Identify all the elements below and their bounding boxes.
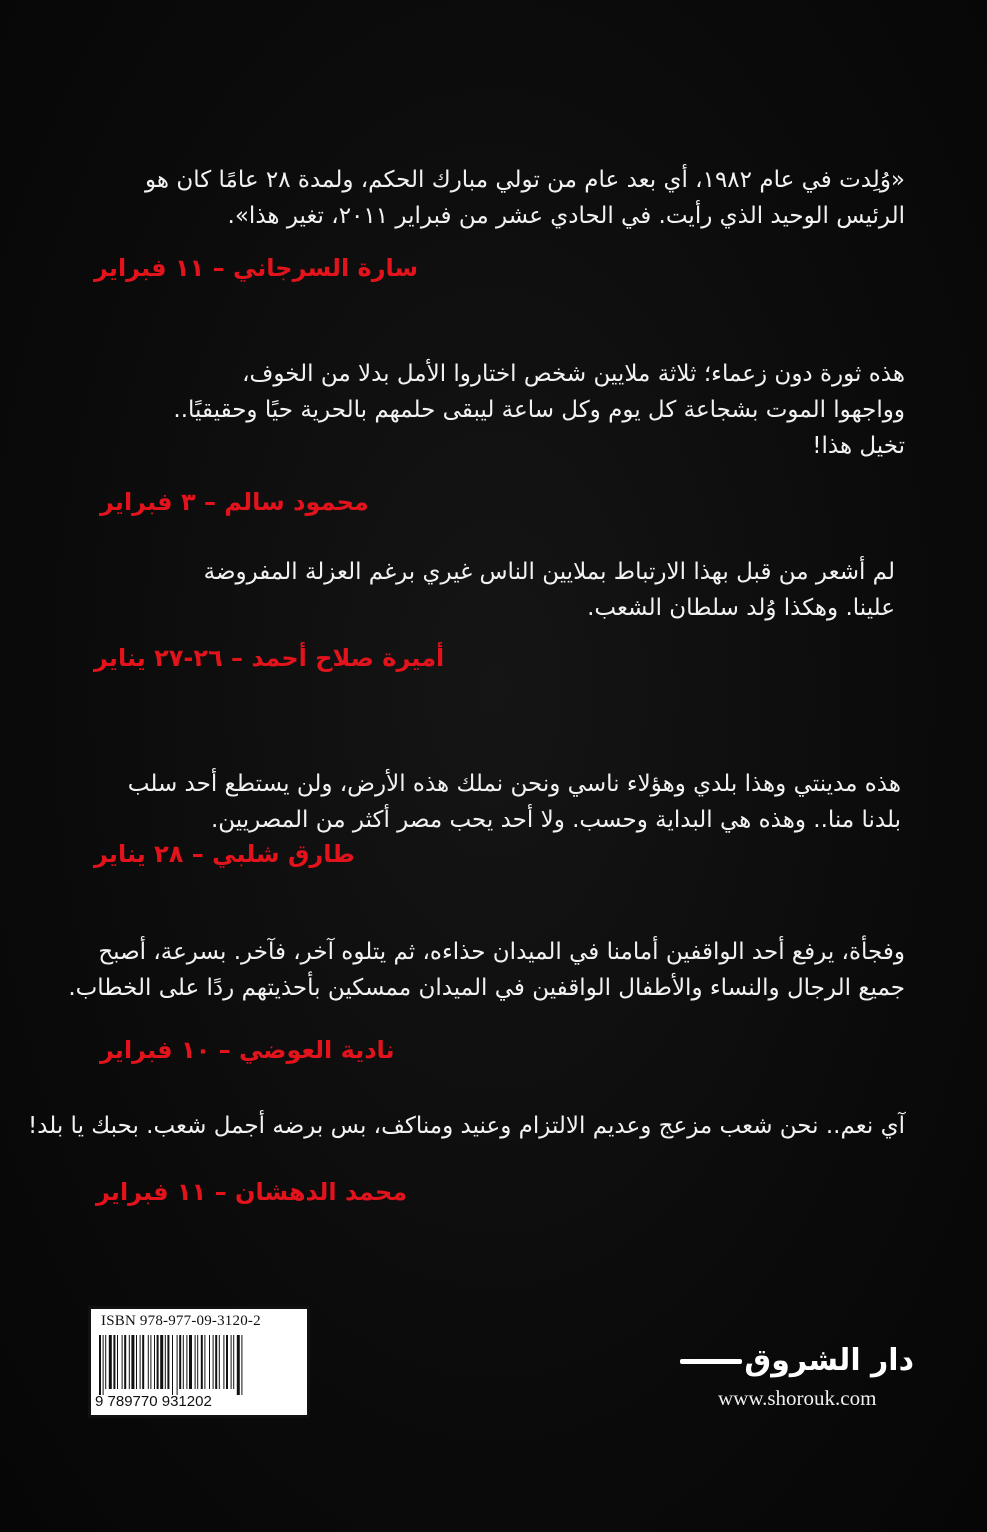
quote-3-line-1: لم أشعر من قبل بهذا الارتباط بملايين الناس غيري برغم العزلة المفروضة (203, 559, 895, 585)
barcode-icon (97, 1335, 303, 1395)
quote-2-line-3: تخيل هذا! (812, 433, 905, 459)
quote-6-line-1: آي نعم.. نحن شعب مزعج وعديم الالتزام وعنيد ومناكف، بس برضه أجمل شعب. بحبك يا بلد! (27, 1113, 905, 1139)
quote-2-author: محمود سالم – ٣ فبراير (100, 488, 369, 516)
publisher-name: دار الشروق (744, 1343, 914, 1378)
quote-5-author: نادية العوضي – ١٠ فبراير (100, 1036, 395, 1064)
isbn-label: ISBN 978-977-09-3120-2 (101, 1313, 261, 1329)
quote-2-line-2: وواجهوا الموت بشجاعة كل يوم وكل ساعة ليبقى حلمهم بالحرية حيًا وحقيقيًا.. (173, 397, 905, 423)
quote-1-line-1: «وُلِدت في عام ١٩٨٢، أي بعد عام من تولي مبارك الحكم، ولمدة ٢٨ عامًا كان هو (145, 167, 905, 193)
quote-2 (85, 356, 905, 464)
quote-3 (85, 554, 895, 626)
quote-2-line-1: هذه ثورة دون زعماء؛ ثلاثة ملايين شخص اختاروا الأمل بدلا من الخوف، (242, 361, 905, 387)
publisher-url: www.shorouk.com (718, 1386, 877, 1410)
isbn-barcode-box (88, 1306, 310, 1418)
quote-4-line-1: هذه مدينتي وهذا بلدي وهؤلاء ناسي ونحن نملك هذه الأرض، ولن يستطع أحد سلب (127, 771, 901, 797)
quote-3-author: أميرة صلاح أحمد – ٢٦-٢٧ يناير (94, 644, 445, 672)
quote-4-author: طارق شلبي – ٢٨ يناير (94, 840, 355, 868)
publisher-logo (714, 1340, 914, 1382)
quote-1 (85, 162, 905, 234)
quote-1-author: سارة السرجاني – ١١ فبراير (94, 254, 419, 282)
quote-3-line-2: علينا. وهكذا وُلد سلطان الشعب. (587, 595, 895, 621)
quote-5-line-1: وفجأة، يرفع أحد الواقفين أمامنا في الميدان حذاءه، ثم يتلوه آخر، فآخر. بسرعة، أصبح (98, 939, 905, 965)
quote-5 (68, 934, 905, 1006)
quote-4-line-2: بلدنا منا.. وهذه هي البداية وحسب. ولا أحد يحب مصر أكثر من المصريين. (210, 807, 901, 833)
quote-6 (27, 1108, 905, 1144)
quote-5-line-2: جميع الرجال والنساء والأطفال الواقفين في الميدان ممسكين بأحذيتهم ردًا على الخطاب. (68, 975, 905, 1001)
isbn-digits: 9 789770 931202 (95, 1393, 212, 1410)
quote-4 (85, 766, 901, 838)
quote-6-author: محمد الدهشان – ١١ فبراير (96, 1178, 408, 1206)
quote-1-line-2: الرئيس الوحيد الذي رأيت. في الحادي عشر من فبراير ٢٠١١، تغير هذا». (227, 203, 905, 229)
publisher-logo-swash (680, 1359, 742, 1364)
